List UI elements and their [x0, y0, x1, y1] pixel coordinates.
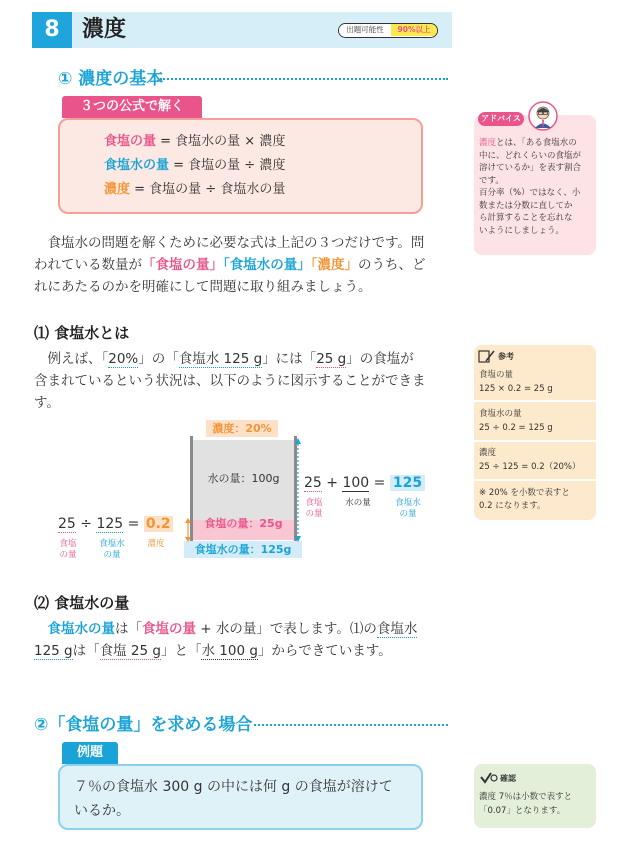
text-span: 」と「: [160, 643, 202, 659]
text-span: 」の食塩が: [346, 351, 414, 367]
formula-box-title: ３つの公式で解く: [62, 96, 202, 118]
advice-line: です。: [479, 175, 504, 186]
reference-item-value: 125 × 0.2 = 25 g: [479, 384, 553, 394]
reference-tag: 参考: [498, 352, 514, 361]
dimension-arrows: [176, 436, 316, 546]
formula-concentration: [104, 180, 285, 200]
text-span: 」からできています。: [257, 643, 392, 659]
advice-tag: アドバイス: [478, 112, 524, 126]
reference-item-value: 25 ÷ 0.2 = 125 g: [479, 423, 553, 433]
text-span: 例えば、「: [34, 351, 109, 367]
reference-divider: [474, 479, 596, 481]
label-line: の量: [103, 549, 121, 560]
formula-solution: [104, 156, 285, 176]
text-span: 」には「: [262, 351, 317, 367]
concentration-label: 濃度：20%: [206, 420, 278, 437]
paragraph-line: す。: [34, 395, 60, 411]
salt-amount-label: 食塩の量：25g: [204, 517, 283, 530]
equation-label-salt: [57, 539, 79, 560]
label-line: 食塩: [305, 498, 323, 508]
example-question-line: いるか。: [74, 803, 130, 819]
frequency-badge: [338, 23, 438, 38]
advice-line: 数または分数に直してか: [479, 200, 573, 211]
reference-note-line: 0.2 になります。: [479, 501, 546, 511]
advice-text: [479, 137, 581, 237]
equation-label-concentration: 濃度: [147, 539, 165, 549]
advice-line: 中に、どれくらいの食塩が: [479, 150, 582, 161]
formula-expression: = 食塩の量 ÷ 食塩水の量: [130, 182, 286, 197]
advice-line: いようにしましょう。: [479, 225, 565, 236]
label-line: の量: [305, 508, 323, 519]
chapter-title: 濃度: [82, 17, 127, 42]
highlight-solution: 食塩水の量: [47, 621, 115, 637]
paragraph-line: [34, 348, 414, 370]
advice-line: 百分率（%）ではなく、小: [479, 188, 581, 198]
check-tag: 確認: [500, 774, 516, 783]
subsection-heading: ⑴ 食塩水とは: [34, 324, 130, 342]
formula-term: 濃度: [104, 182, 131, 197]
reference-note-line: ※ 20% を小数で表すと: [479, 488, 570, 498]
formula-expression: = 食塩水の量 × 濃度: [156, 134, 286, 149]
label-line: 食塩水: [395, 498, 421, 508]
frequency-value: 90%以上: [391, 24, 437, 36]
formula-term: 食塩水の量: [104, 158, 170, 173]
formula-salt: [104, 132, 285, 152]
frequency-label: 出題可能性: [339, 24, 391, 36]
heading-dotted-rule: [160, 78, 448, 80]
check-pin-icon: [480, 771, 498, 785]
text-span: 」の「: [138, 351, 179, 367]
reference-item-value: 25 ÷ 125 = 0.2（20%）: [479, 462, 581, 472]
paragraph-line: れにあたるのかを明確にして問題に取り組みましょう。: [34, 279, 372, 295]
equation-operator: +: [326, 475, 339, 491]
underlined-value: 20%: [108, 351, 139, 367]
underlined-value: 食塩水: [376, 621, 418, 637]
text-span: + 水の量」で表します。⑴の: [196, 621, 377, 637]
section-heading-salt-amount: ②「食塩の量」を求める場合: [34, 715, 253, 735]
solution-amount-label: 食塩水の量：125g: [184, 541, 302, 558]
paragraph-line: 食塩水の問題を解くために必要な式は上記の３つだけです。問: [34, 235, 425, 251]
text-span: は「: [115, 621, 142, 637]
chapter-number: 8: [32, 12, 72, 48]
highlight-salt: 「食塩の量」: [142, 257, 223, 273]
paragraph-line: [34, 640, 392, 662]
equation-term: 125: [96, 516, 124, 532]
heading-dotted-rule: [254, 724, 448, 726]
reference-divider: [474, 400, 596, 402]
example-question-line: ７％の食塩水 300 g の中には何 g の食塩が溶けて: [74, 779, 393, 795]
equation-term: 100: [342, 475, 370, 491]
equation-result: 125: [390, 475, 425, 491]
text-span: のうち、ど: [358, 257, 426, 273]
equation-label-water: 水の量: [345, 498, 371, 508]
advice-line: 濃度とは、「ある食塩水の: [479, 138, 577, 148]
advice-line: ら計算することを忘れな: [479, 213, 573, 223]
equation-operator: ÷: [80, 516, 93, 532]
label-line: の量: [399, 508, 417, 519]
text-span: は「: [72, 643, 100, 659]
underlined-value: 食塩 25 g: [99, 643, 161, 659]
label-line: 食塩水: [99, 539, 125, 549]
underlined-value: 食塩水 125 g: [178, 351, 263, 367]
underlined-value: 水 100 g: [201, 643, 258, 659]
example-tab: 例題: [62, 742, 118, 764]
underlined-value: 25 g: [316, 351, 347, 367]
subsection-heading: ⑵ 食塩水の量: [34, 594, 130, 612]
reference-item-title: 食塩の量: [479, 370, 514, 380]
equation-concentration: [58, 516, 173, 532]
equation-label-solution: [97, 539, 127, 560]
label-line: の量: [59, 549, 77, 560]
paragraph-line: [34, 618, 417, 640]
formula-term: 食塩の量: [104, 134, 157, 149]
equation-equals: =: [127, 516, 140, 532]
formula-expression: = 食塩の量 ÷ 濃度: [169, 158, 286, 173]
water-amount-label: 水の量：100g: [207, 472, 280, 485]
check-text-line: 「0.07」となります。: [479, 806, 566, 816]
pen-notebook-icon: [478, 349, 496, 363]
equation-label-solution: [393, 498, 423, 519]
reference-divider: [474, 440, 596, 442]
equation-term: 25: [304, 475, 322, 491]
highlight-salt: 食塩の量: [142, 621, 196, 637]
advice-line: 溶けているか」を表す割合: [479, 163, 582, 173]
equation-equals: =: [373, 475, 386, 491]
equation-solution: [304, 475, 425, 491]
text-span: われている数量が: [34, 257, 142, 273]
paragraph-line: 含まれているという状況は、以下のように図示することができま: [34, 373, 426, 389]
equation-term: 25: [58, 516, 76, 532]
label-line: 食塩: [59, 539, 77, 549]
reference-item-title: 食塩水の量: [479, 409, 522, 419]
paragraph-line: [34, 254, 426, 276]
reference-item-title: 濃度: [479, 448, 497, 458]
highlight-solution: 「食塩水の量」: [223, 257, 311, 273]
section-heading-basics: ① 濃度の基本: [58, 69, 164, 89]
teacher-avatar-icon: [528, 100, 558, 132]
highlight-concentration: 「濃度」: [310, 257, 358, 273]
check-text-line: 濃度 7％は小数で表すと: [479, 792, 573, 802]
equation-label-salt: [303, 498, 325, 519]
underlined-value: 125 g: [34, 643, 73, 659]
equation-result: 0.2: [145, 516, 171, 532]
